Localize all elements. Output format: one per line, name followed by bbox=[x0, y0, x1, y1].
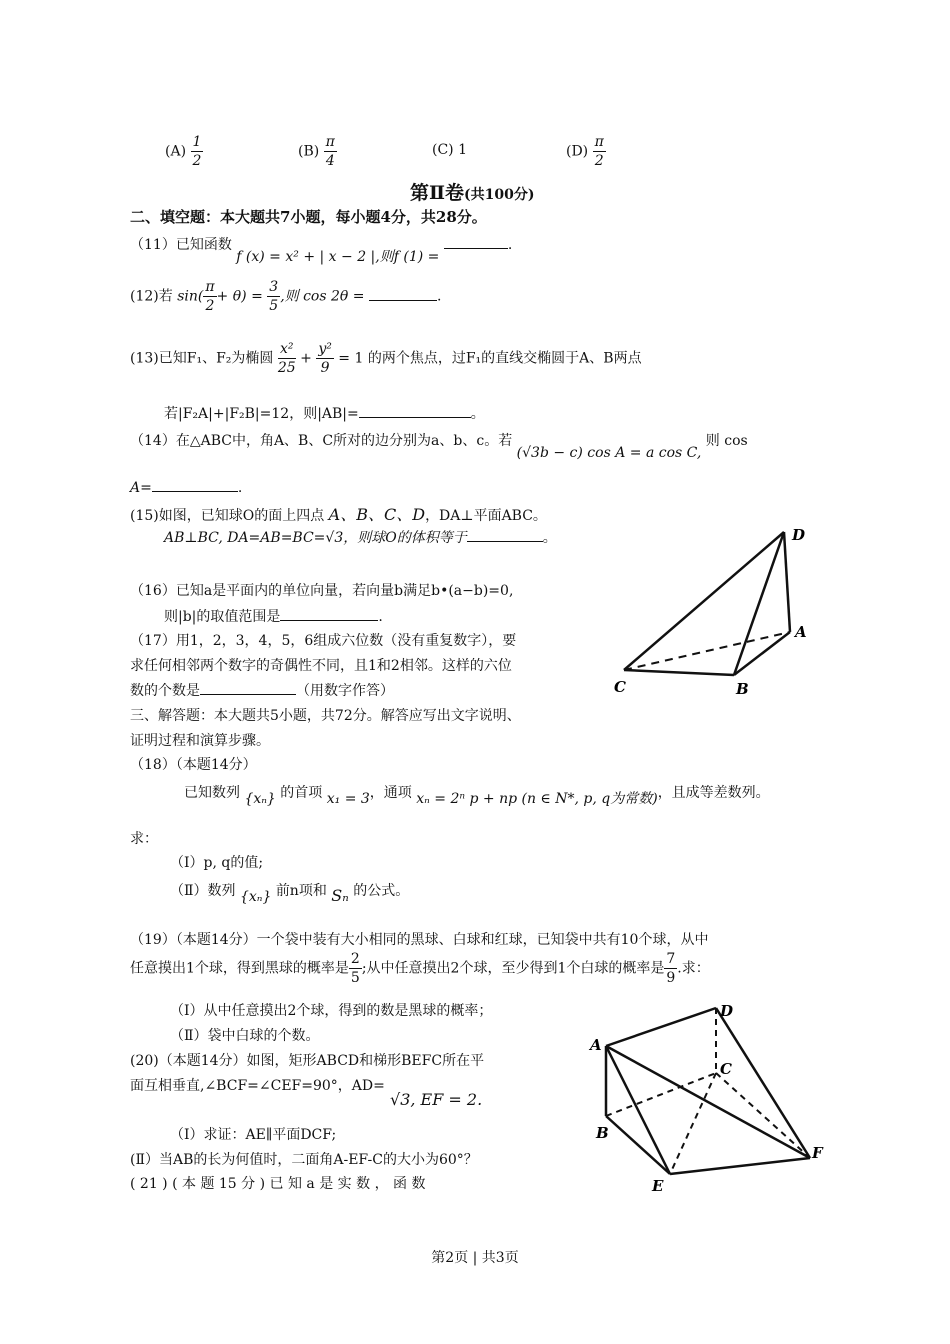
choice-a-fraction: $\frac{1}{2}$ bbox=[192, 134, 202, 169]
answer-blank[interactable] bbox=[444, 248, 508, 249]
question-18-part1: （Ⅰ）p, q的值; bbox=[170, 855, 264, 871]
edge-df bbox=[716, 1008, 810, 1158]
question-17-line1: （17）用1，2，3，4，5，6组成六位数（没有重复数字），要 bbox=[130, 633, 517, 649]
question-18-label: （18）（本题14分） bbox=[130, 757, 257, 773]
question-16-line2: 则|b|的取值范围是 . bbox=[164, 609, 383, 625]
edge-ef bbox=[670, 1158, 810, 1174]
solve-heading-line2: 证明过程和演算步骤。 bbox=[130, 733, 270, 749]
edge-ad bbox=[606, 1008, 716, 1046]
answer-blank[interactable] bbox=[369, 300, 437, 301]
vertex-label-a: A bbox=[590, 1036, 602, 1054]
vertex-label-b: B bbox=[736, 680, 749, 698]
question-20-part2: (Ⅱ）当AB的长为何值时，二面角A-EF-C的大小为60°？ bbox=[130, 1152, 478, 1168]
answer-blank[interactable] bbox=[200, 694, 296, 695]
question-21-line1: ( 21 ) ( 本 题 15 分 ) 已 知 a 是 实 数 ， 函 数 bbox=[130, 1176, 426, 1192]
question-11: （11）已知函数 f (x) = x² + | x − 2 |,则f (1) = . bbox=[130, 237, 513, 265]
question-20-formula: √3, EF = 2. bbox=[390, 1090, 483, 1109]
question-13: (13)已知F₁、F₂为椭圆 $\frac{\text{x²}}{25}$ + $\frac{\text{y²}}{9}$ = 1 的两个焦点，过F₁的直线交椭圆于A、B两点 bbox=[130, 341, 642, 376]
choice-d-fraction: $\frac{\pi}{2}$ bbox=[594, 134, 604, 169]
question-15-line2: AB⊥BC, DA=AB=BC=√3，则球O的体积等于 。 bbox=[164, 530, 557, 546]
section-title: 第Ⅱ卷(共100分) bbox=[410, 182, 535, 204]
question-14: （14）在△ABC中，角A、B、C所对的边分别为a、b、c。若 (√3b − c) cos A = a cos C, 则 cos bbox=[130, 433, 748, 461]
vertex-label-d: D bbox=[720, 1002, 734, 1020]
choice-c: (C) 1 bbox=[432, 142, 468, 158]
question-17-line2: 求任何相邻两个数字的奇偶性不同，且1和2相邻。这样的六位 bbox=[130, 658, 512, 674]
edge-ae bbox=[606, 1046, 670, 1174]
answer-blank[interactable] bbox=[152, 491, 238, 492]
question-17-line3: 数的个数是 （用数字作答） bbox=[130, 683, 394, 699]
vertex-label-c: C bbox=[720, 1060, 732, 1078]
vertex-label-a: A bbox=[795, 623, 807, 641]
question-20-line1: (20)（本题14分）如图，矩形ABCD和梯形BEFC所在平 bbox=[130, 1053, 485, 1069]
choice-b-fraction: $\frac{\pi}{4}$ bbox=[325, 134, 335, 169]
edge-da bbox=[784, 532, 790, 632]
vertex-label-d: D bbox=[792, 526, 806, 544]
question-16: （16）已知a是平面内的单位向量，若向量b满足b•(a−b)=0, bbox=[130, 583, 514, 599]
tetrahedron-figure bbox=[612, 520, 820, 700]
vertex-label-c: C bbox=[614, 678, 626, 696]
question-18-stem: 已知数列 {xₙ} 的首项 x₁ = 3，通项 xₙ = 2ⁿ p + np (n ∈ N*, p, q为常数)，且成等差数列。 bbox=[184, 785, 770, 807]
solve-heading-line1: 三、解答题：本大题共5小题，共72分。解答应写出文字说明、 bbox=[130, 708, 521, 724]
answer-blank[interactable] bbox=[359, 417, 471, 418]
question-13-line2: 若|F₂A|+|F₂B|=12，则|AB|= 。 bbox=[164, 406, 485, 422]
question-18-part2: （Ⅱ）数列 {xₙ} 前n项和 Sₙ 的公式。 bbox=[170, 883, 410, 905]
answer-blank[interactable] bbox=[467, 541, 543, 542]
page-footer: 第2页 | 共3页 bbox=[431, 1250, 519, 1266]
question-19-part2: （Ⅱ）袋中白球的个数。 bbox=[170, 1028, 320, 1044]
edge-ce-hidden bbox=[670, 1073, 716, 1174]
question-12: (12)若 sin( $\frac{\pi}{2}$ + θ) = $\frac{3}{5}$ ,则 cos 2θ = . bbox=[130, 279, 442, 314]
fill-heading: 二、填空题：本大题共7小题，每小题4分，共28分。 bbox=[130, 208, 487, 226]
question-15: (15)如图，已知球O的面上四点 A、B、C、D，DA⊥平面ABC。 bbox=[130, 505, 547, 524]
edge-af bbox=[606, 1046, 810, 1158]
choice-d: (D) $\frac{\pi}{2}$ bbox=[566, 134, 604, 169]
question-19-part1: （Ⅰ）从中任意摸出2个球，得到的数是黑球的概率； bbox=[170, 1003, 493, 1019]
question-19-line1: （19）（本题14分）一个袋中装有大小相同的黑球、白球和红球，已知袋中共有10个球，从中 bbox=[130, 932, 709, 948]
edge-cb bbox=[624, 670, 734, 675]
question-20-part1: （Ⅰ）求证：AE∥平面DCF; bbox=[170, 1127, 337, 1143]
answer-blank[interactable] bbox=[280, 620, 378, 621]
vertex-label-f: F bbox=[812, 1144, 823, 1162]
choice-b: (B) $\frac{\pi}{4}$ bbox=[298, 134, 335, 169]
question-18-ask: 求： bbox=[130, 831, 158, 847]
question-19-line2: 任意摸出1个球，得到黑球的概率是 $\frac{2}{5}$ ;从中任意摸出2个球，至少得到1个白球的概率是 $\frac{7}{9}$ .求： bbox=[130, 951, 710, 986]
choice-a: (A) $\frac{1}{2}$ bbox=[165, 134, 202, 169]
question-20-line2: 面互相垂直,∠BCF=∠CEF=90°，AD= bbox=[130, 1078, 385, 1094]
vertex-label-e: E bbox=[652, 1177, 664, 1195]
vertex-label-b: B bbox=[596, 1124, 609, 1142]
edge-be bbox=[606, 1116, 670, 1174]
prism-figure bbox=[588, 998, 828, 1198]
question-14-line2: A= . bbox=[130, 480, 243, 496]
